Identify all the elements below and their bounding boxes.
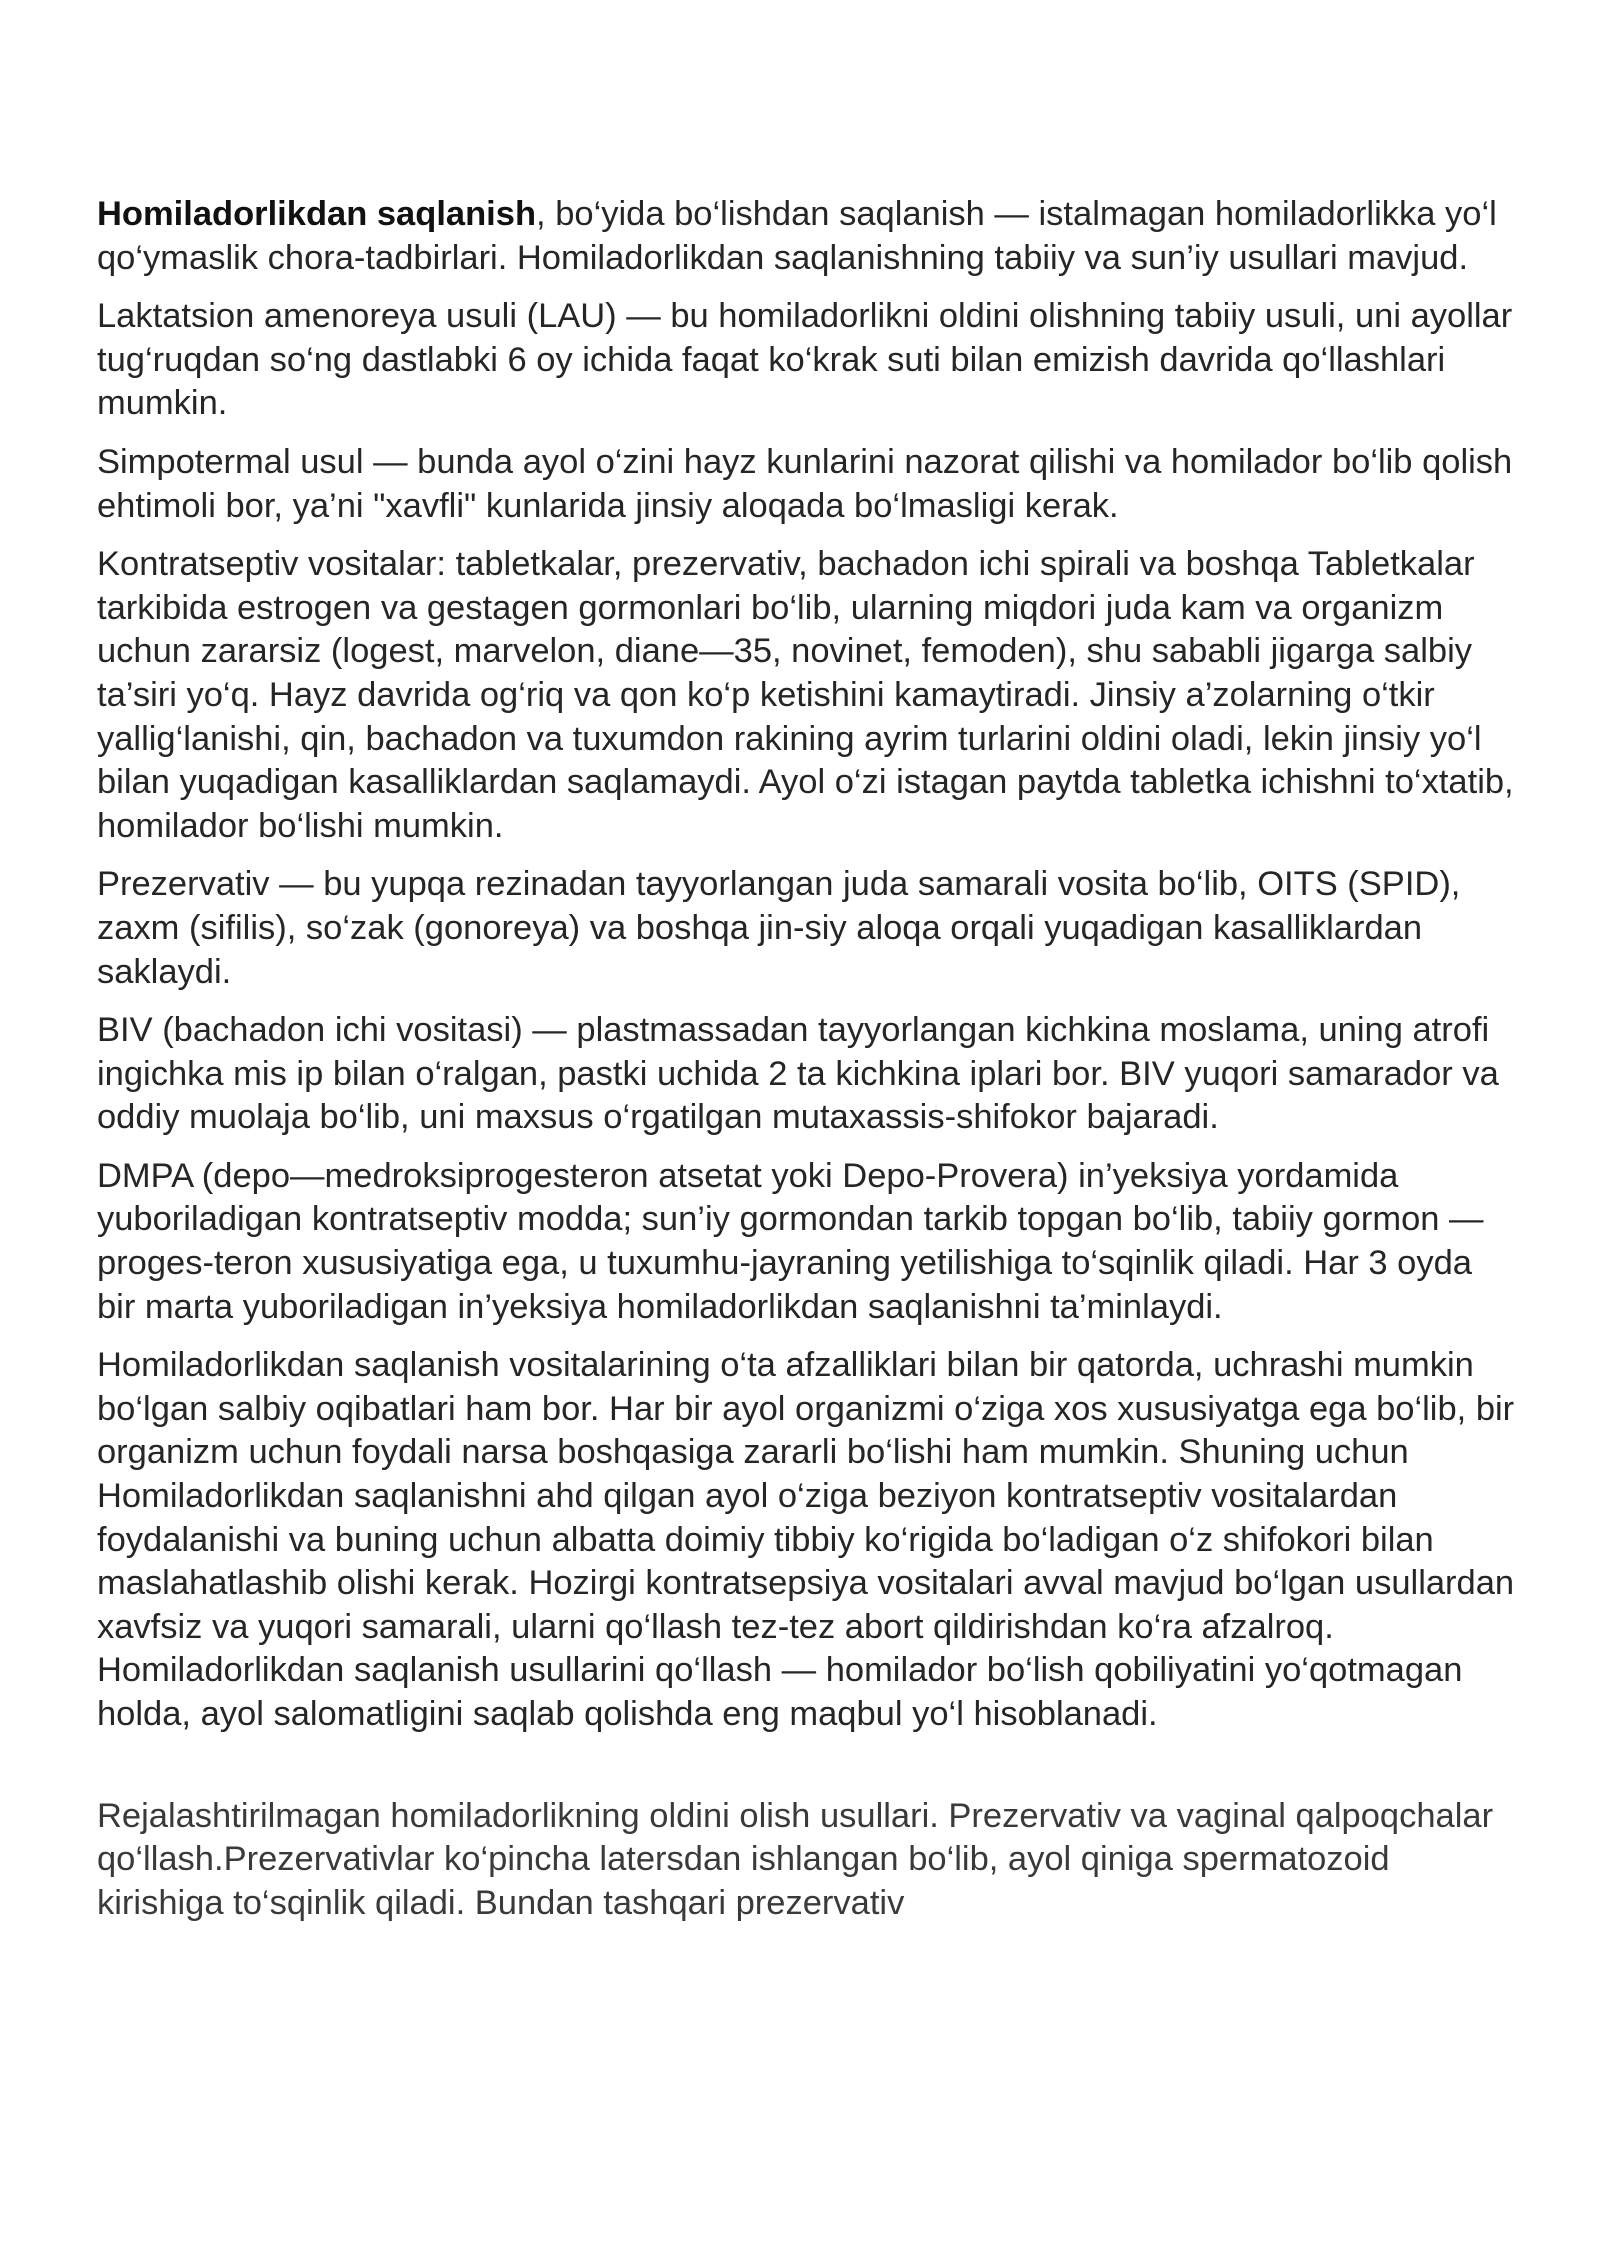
document-page xyxy=(97,193,1517,1940)
intro-term: Homiladorlikdan saqlanish xyxy=(97,195,537,233)
paragraph-simpotermal: Simpotermal usul — bunda ayol o‘zini hayz kunlarini nazorat qilishi va homilador bo‘lib qolish ehtimoli bor, ya’ni "xavfli" kunlarida jinsiy aloqada bo‘lmasligi kerak. xyxy=(97,442,1513,525)
paragraph-kontratseptiv: Kontratseptiv vositalar: tabletkalar, prezervativ, bachadon ichi spirali va boshqa Tabletkalar tarkibida estrogen va gestagen gormonlari bo‘lib, ularning miqdori juda kam va organizm uchun zararsiz (logest, marvelon, diane—35, novinet, femoden), shu sababli jigarga salbiy ta’siri yo‘q. Hayz davrida og‘riq va qon ko‘p ketishini kamaytiradi. Jinsiy a’zolarning o‘tkir yallig‘lanishi, qin, bachadon va tuxumdon rakining ayrim turlarini oldini oladi, lekin jinsiy yo‘l bilan yuqadigan kasalliklardan saqlamaydi. Ayol o‘zi istagan paytda tabletka ichishni to‘xtatib, homilador bo‘lishi mumkin. xyxy=(97,545,1514,845)
paragraph-prezervativ: Prezervativ — bu yupqa rezinadan tayyorlangan juda samarali vosita bo‘lib, OITS (SPID), zaxm (sifilis), so‘zak (gonoreya) va boshqa jin-siy aloqa orqali yuqadigan kasalliklardan saklaydi. xyxy=(97,865,1461,991)
paragraph-lau: Laktatsion amenoreya usuli (LAU) — bu homiladorlikni oldini olishning tabiiy usuli, uni ayollar tug‘ruqdan so‘ng dastlabki 6 oy ichida faqat ko‘krak suti bilan emizish davrida qo‘llashlari mumkin. xyxy=(97,297,1513,423)
paragraph-biv: BIV (bachadon ichi vositasi) — plastmassadan tayyorlangan kichkina moslama, uning atrofi ingichka mis ip bilan o‘ralgan, pastki uchida 2 ta kichkina iplari bor. BIV yuqori samarador va oddiy muolaja bo‘lib, uni maxsus o‘rgatilgan mutaxassis-shifokor bajaradi. xyxy=(97,1011,1499,1137)
paragraph-conclusion: Homiladorlikdan saqlanish vositalarining o‘ta afzalliklari bilan bir qatorda, uchrashi mumkin bo‘lgan salbiy oqibatlari ham bor. Har bir ayol organizmi o‘ziga xos xususiyatga ega bo‘lib, bir organizm uchun foydali narsa boshqasiga zararli bo‘lishi ham mumkin. Shuning uchun Homiladorlikdan saqlanishni ahd qilgan ayol o‘ziga beziyon kontratseptiv vositalardan foydalanishi va buning uchun albatta doimiy tibbiy ko‘rigida bo‘ladigan o‘z shifokori bilan maslahatlashib olishi kerak. Hozirgi kontratsepsiya vositalari avval mavjud bo‘lgan usullardan xavfsiz va yuqori samarali, ularni qo‘llash tez-tez abort qildirishdan ko‘ra afzalroq. Homiladorlikdan saqlanish usullarini qo‘llash — homilador bo‘lish qobiliyatini yo‘qotmagan holda, ayol salomatligini saqlab qolishda eng maqbul yo‘l hisoblanadi. xyxy=(97,1346,1515,1733)
paragraph-rejalashtirilmagan: Rejalashtirilmagan homiladorlikning oldini olish usullari. Prezervativ va vaginal qalpoqchalar qo‘llash.Prezervativlar ko‘pincha latersdan ishlangan bo‘lib, ayol qiniga spermatozoid kirishiga to‘sqinlik qiladi. Bundan tashqari prezervativ xyxy=(97,1796,1494,1922)
intro-text: , bo‘yida bo‘lishdan saqlanish — istalmagan homiladorlikka yo‘l qo‘ymaslik chora-tadbirlari. Homiladorlikdan saqlanishning tabiiy va sun’iy usullari mavjud. xyxy=(97,195,1497,277)
intro-paragraph xyxy=(97,193,1517,280)
paragraph-dmpa: DMPA (depo—medroksiprogesteron atsetat yoki Depo-Provera) in’yeksiya yordamida yuboriladigan kontratseptiv modda; sun’iy gormondan tarkib topgan bo‘lib, tabiiy gormon — proges-teron xususiyatiga ega, u tuxumhu-jayraning yetilishiga to‘sqinlik qiladi. Har 3 oyda bir marta yuboriladigan in’yeksiya homiladorlikdan saqlanishni ta’minlaydi. xyxy=(97,1156,1484,1326)
